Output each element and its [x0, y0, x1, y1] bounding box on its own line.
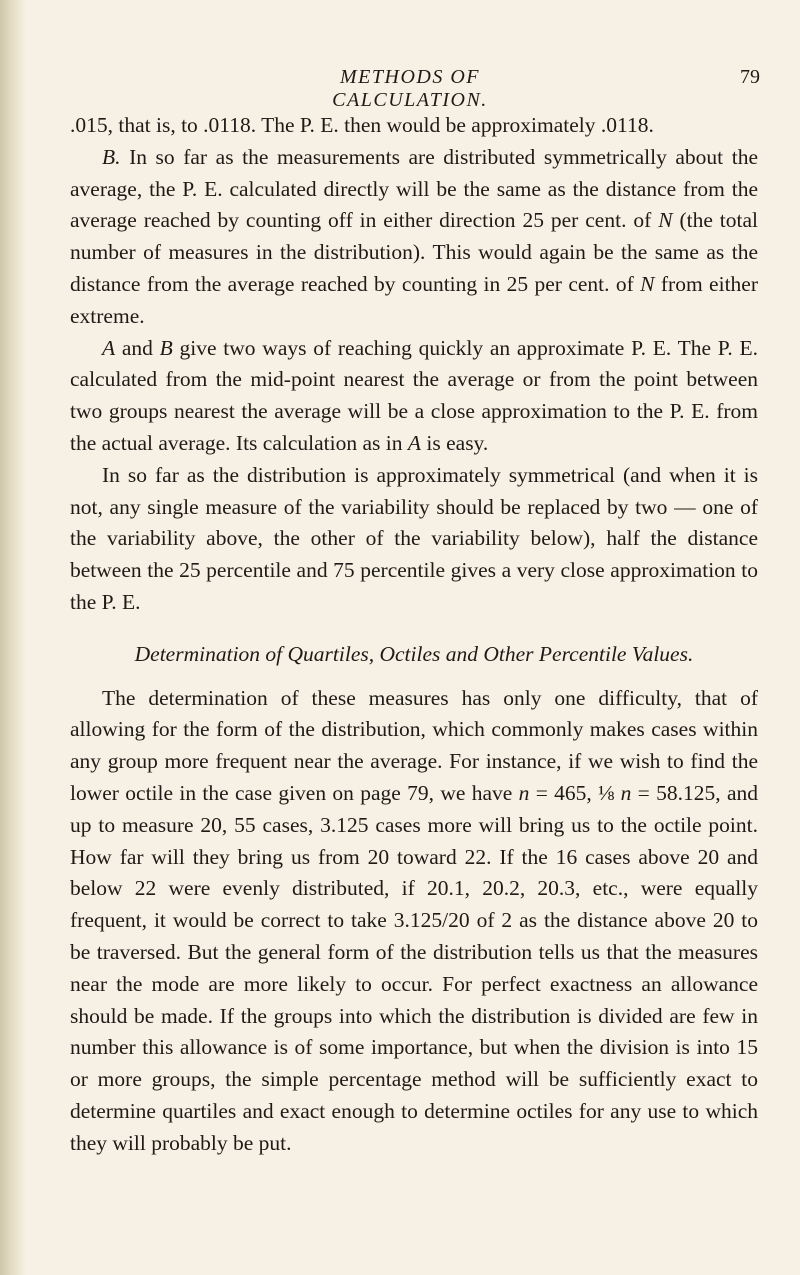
paragraph-2-text-b: (the total number of measures in the distribution). This would again be the same as the distance from the average reached by counting in 25 per cent. of — [70, 208, 758, 296]
paragraph-2 — [70, 142, 758, 333]
variable-a: A — [102, 335, 116, 360]
variable-n: N — [658, 208, 673, 233]
paragraph-5-text-a: The determination of these measures has only one difficulty, that of allowing for the form of the distribution, which commonly makes cases within any group more frequent near the average. For instance, if we wish to find the lower octile in the case given on page 79, we have — [70, 685, 758, 805]
paragraph-2-text-a: In so far as the measurements are distributed symmetrically about the average, the P. E. calculated directly will be the same as the distance from the average reached by counting off in either direction 25 per cent. of — [70, 144, 758, 233]
variable-n: N — [640, 271, 655, 296]
paragraph-5-text-b: = 465, ⅛ — [529, 780, 621, 805]
paragraph-5-text-c: = 58.125, and up to measure 20, 55 cases, 3.125 cases more will bring us to the octile point. How far will they bring us from 20 toward 22. If the 16 cases above 20 and below 22 were evenly distributed, if 20.1, 20.2, 20.3, etc., were equally frequent, it would be correct to take 3.125/20 of 2 as the distance above 20 to be traversed. But the general form of the distribution tells us that the measures near the mode are more likely to occur. For perfect exactness an allowance should be made. If the groups into which the distribution is divided are few in number this allowance is of some importance, but when the division is into 15 or more groups, the simple percentage method will be sufficiently exact to determine quartiles and exact enough to determine octiles for any use to which they will probably be put. — [70, 780, 758, 1155]
paragraph-3-and: and — [115, 335, 160, 360]
section-heading: Determination of Quartiles, Octiles and Other Percentile Values. — [134, 641, 694, 666]
paragraph-1 — [70, 110, 758, 142]
paragraph-1-text: .015, that is, to .0118. The P. E. then would be approximately .0118. — [70, 113, 654, 137]
variable-n-lower: n — [620, 780, 632, 805]
variable-n-lower: n — [518, 780, 530, 805]
paragraph-4 — [70, 460, 758, 619]
paragraph-5 — [70, 683, 758, 1160]
paragraph-3-text: give two ways of reaching quickly an approximate P. E. The P. E. calculated from the mid-point nearest the average or from the point between two groups nearest the average will be a close approximation to the P. E. from the actual average. Its calculation as in — [70, 335, 758, 455]
running-title: METHODS OF CALCULATION. — [332, 66, 488, 111]
paragraph-2-text-c: from either extreme. — [70, 271, 758, 328]
page-edge-shading — [0, 0, 26, 1275]
page-header — [0, 60, 800, 111]
variable-b: B — [159, 335, 173, 360]
page-number: 79 — [740, 66, 760, 88]
variable-a: A — [407, 430, 422, 455]
paragraph-2-label: B. — [102, 144, 121, 169]
paragraph-4-text: In so far as the distribution is approximately symmetrical (and when it is not, any single measure of the variability should be replaced by two — one of the variability above, the other of the variability below), half the distance between the 25 percentile and 75 percentile gives a very close approximation to the P. E. — [70, 462, 758, 614]
body-text — [70, 110, 758, 1160]
paragraph-3-end: is easy. — [421, 430, 489, 455]
paragraph-3 — [70, 333, 758, 460]
